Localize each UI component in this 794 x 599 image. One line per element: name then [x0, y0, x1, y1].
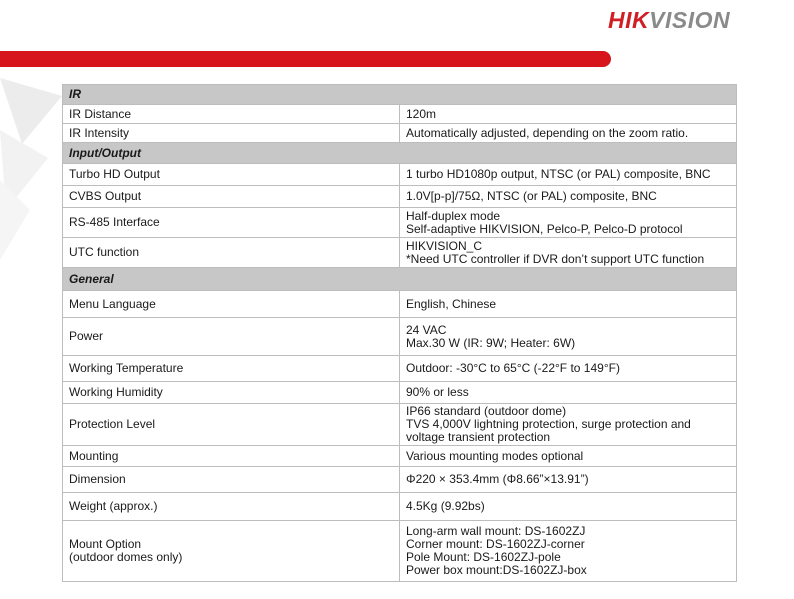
spec-row	[63, 208, 737, 238]
logo-text-vision: VISION	[649, 7, 731, 33]
spec-value	[400, 105, 737, 124]
spec-value-line: Outdoor: -30°C to 65°C (-22°F to 149°F)	[406, 361, 620, 375]
section-title: Input/Output	[63, 143, 737, 164]
hikvision-logo	[608, 5, 758, 35]
spec-row	[63, 404, 737, 446]
spec-label	[63, 164, 400, 186]
spec-label-line: IR Intensity	[69, 125, 130, 140]
spec-row	[63, 238, 737, 268]
spec-row	[63, 164, 737, 186]
spec-label	[63, 521, 400, 582]
spec-label-line: RS-485 Interface	[69, 215, 160, 229]
spec-value	[400, 493, 737, 521]
spec-value-line: 24 VAC	[406, 322, 447, 337]
spec-value	[400, 318, 737, 356]
spec-value	[400, 164, 737, 186]
spec-row	[63, 493, 737, 521]
spec-label-line: Menu Language	[69, 296, 156, 311]
spec-label-line: UTC function	[69, 245, 140, 259]
spec-value	[400, 356, 737, 382]
spec-label	[63, 318, 400, 356]
spec-row	[63, 318, 737, 356]
spec-value	[400, 208, 737, 238]
spec-value-line: *Need UTC controller if DVR don’t support UTC function	[406, 251, 705, 266]
spec-label-line: (outdoor domes only)	[69, 550, 183, 564]
spec-label	[63, 186, 400, 208]
spec-label	[63, 291, 400, 318]
spec-label	[63, 208, 400, 238]
spec-label	[63, 467, 400, 493]
spec-value	[400, 382, 737, 404]
spec-value	[400, 124, 737, 143]
section-title: General	[63, 268, 737, 291]
spec-value-line: 90% or less	[406, 385, 469, 399]
spec-value-line: 120m	[406, 106, 437, 121]
spec-value-line: 1.0V[p-p]/75Ω, NTSC (or PAL) composite, BNC	[406, 189, 657, 203]
section-title: IR	[63, 85, 737, 105]
spec-label	[63, 124, 400, 143]
spec-label	[63, 493, 400, 521]
spec-label-line: Mounting	[69, 448, 119, 463]
spec-row	[63, 356, 737, 382]
spec-label-line: Power	[69, 329, 104, 343]
spec-label-line: Turbo HD Output	[69, 167, 160, 181]
spec-row	[63, 446, 737, 467]
spec-row	[63, 521, 737, 582]
spec-label	[63, 356, 400, 382]
spec-value-line: 4.5Kg (9.92bs)	[406, 499, 485, 513]
spec-row	[63, 124, 737, 143]
header-red-bar	[0, 51, 611, 67]
spec-value	[400, 446, 737, 467]
spec-value-line: Max.30 W (IR: 9W; Heater: 6W)	[406, 335, 576, 350]
spec-value	[400, 467, 737, 493]
spec-value-line: Φ220 × 353.4mm (Φ8.66”×13.91”)	[406, 472, 589, 486]
spec-value-line: Corner mount: DS-1602ZJ-corner	[406, 537, 585, 551]
spec-value-line: Pole Mount: DS-1602ZJ-pole	[406, 550, 561, 564]
spec-row	[63, 186, 737, 208]
spec-label-line: Mount Option	[69, 537, 142, 551]
spec-value-line: IP66 standard (outdoor dome)	[406, 404, 567, 418]
spec-label-line: IR Distance	[69, 106, 132, 121]
spec-label-line: Working Humidity	[69, 385, 163, 399]
spec-value	[400, 238, 737, 268]
spec-row	[63, 291, 737, 318]
spec-value-line: Long-arm wall mount: DS-1602ZJ	[406, 524, 586, 538]
section-header-row	[63, 143, 737, 164]
spec-label-line: Working Temperature	[69, 361, 184, 375]
spec-value-line: Various mounting modes optional	[406, 448, 584, 463]
spec-label-line: CVBS Output	[69, 189, 142, 203]
spec-value-line: Self-adaptive HIKVISION, Pelco-P, Pelco-D protocol	[406, 221, 683, 236]
spec-value-line: Automatically adjusted, depending on the zoom ratio.	[406, 125, 689, 140]
spec-value-line: 1 turbo HD1080p output, NTSC (or PAL) composite, BNC	[406, 167, 711, 181]
spec-value-line: Half-duplex mode	[406, 208, 501, 223]
section-header-row	[63, 268, 737, 291]
spec-value-line: Power box mount:DS-1602ZJ-box	[406, 563, 587, 577]
logo-text-hik: HIK	[608, 7, 650, 33]
spec-label	[63, 105, 400, 124]
spec-label	[63, 404, 400, 446]
spec-value-line: HIKVISION_C	[406, 238, 483, 253]
spec-value-line: TVS 4,000V lightning protection, surge protection and voltage transient protection	[406, 417, 691, 444]
spec-value	[400, 291, 737, 318]
section-header-row	[63, 85, 737, 105]
spec-row	[63, 382, 737, 404]
spec-table	[62, 84, 737, 582]
spec-row	[63, 467, 737, 493]
spec-label	[63, 238, 400, 268]
spec-label-line: Protection Level	[69, 417, 156, 431]
spec-label-line: Weight (approx.)	[69, 499, 158, 513]
spec-value	[400, 186, 737, 208]
spec-value	[400, 521, 737, 582]
spec-value	[400, 404, 737, 446]
spec-label	[63, 382, 400, 404]
spec-value-line: English, Chinese	[406, 296, 497, 311]
spec-label-line: Dimension	[69, 472, 126, 486]
spec-label	[63, 446, 400, 467]
spec-row	[63, 105, 737, 124]
